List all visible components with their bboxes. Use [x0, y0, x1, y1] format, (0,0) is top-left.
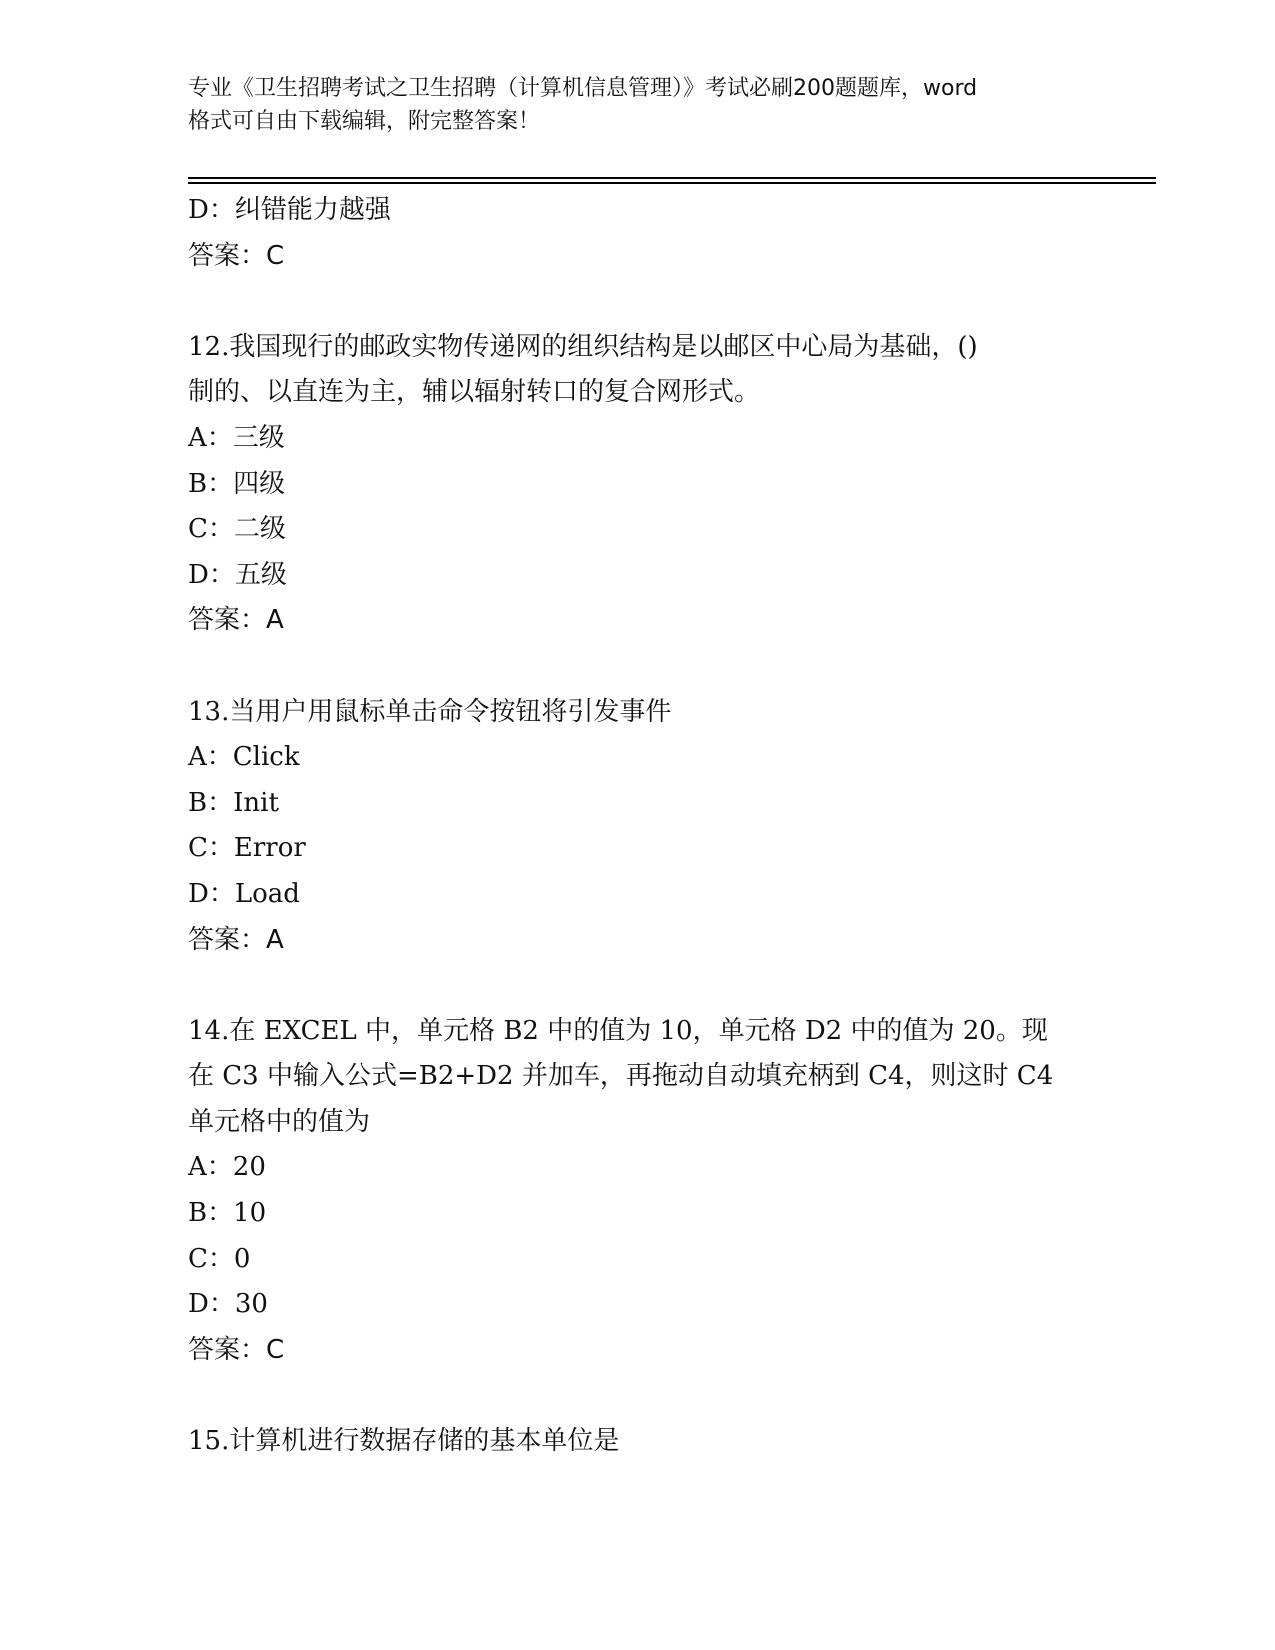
question-stem: 15.计算机进行数据存储的基本单位是	[188, 1426, 620, 1457]
answer: 答案：C	[188, 1334, 285, 1365]
question-stem: 14.在 EXCEL 中，单元格 B2 中的值为 10，单元格 D2 中的值为 20。现	[188, 1015, 1048, 1046]
option-d: D：Load	[188, 878, 300, 909]
option-d: D：五级	[188, 559, 287, 590]
question-13	[188, 690, 1088, 964]
question-stem: 在 C3 中输入公式=B2+D2 并加车，再拖动自动填充柄到 C4，则这时 C4	[188, 1061, 1054, 1092]
option-d: D：30	[188, 1289, 268, 1320]
option-a: A：Click	[188, 742, 300, 773]
option-c: C：Error	[188, 833, 306, 864]
header-title-line-1: 专业《卫生招聘考试之卫生招聘（计算机信息管理）》考试必刷200题题库，word	[188, 76, 978, 101]
option-b: B：10	[188, 1198, 267, 1229]
header-title-line-2: 格式可自由下载编辑，附完整答案！	[188, 109, 541, 134]
answer: 答案：C	[188, 240, 285, 271]
option-c: C：0	[188, 1243, 251, 1274]
question-12	[188, 325, 1088, 644]
option-d: D：纠错能力越强	[188, 195, 391, 225]
option-c: C：二级	[188, 514, 286, 545]
spacer	[188, 963, 1088, 1009]
option-a: A：20	[188, 1152, 266, 1183]
spacer	[188, 279, 1088, 325]
spacer	[188, 644, 1088, 690]
question-stem: 13.当用户用鼠标单击命令按钮将引发事件	[188, 696, 672, 727]
document-header	[188, 72, 1088, 138]
question-list	[188, 188, 1088, 1465]
question-stem: 制的、以直连为主，辅以辐射转口的复合网形式。	[188, 377, 761, 408]
header-divider-bottom	[188, 182, 1156, 184]
option-b: B：四级	[188, 468, 286, 499]
answer: 答案：A	[188, 605, 284, 636]
question-stem: 单元格中的值为	[188, 1106, 371, 1137]
spacer	[188, 1373, 1088, 1419]
answer: 答案：A	[188, 924, 284, 955]
question-stem: 12.我国现行的邮政实物传递网的组织结构是以邮区中心局为基础，()	[188, 331, 978, 362]
question-14	[188, 1009, 1088, 1374]
question-11	[188, 188, 1088, 279]
header-divider-top	[188, 177, 1156, 179]
option-a: A：三级	[188, 422, 285, 453]
question-15	[188, 1419, 1088, 1465]
option-b: B：Init	[188, 787, 279, 818]
